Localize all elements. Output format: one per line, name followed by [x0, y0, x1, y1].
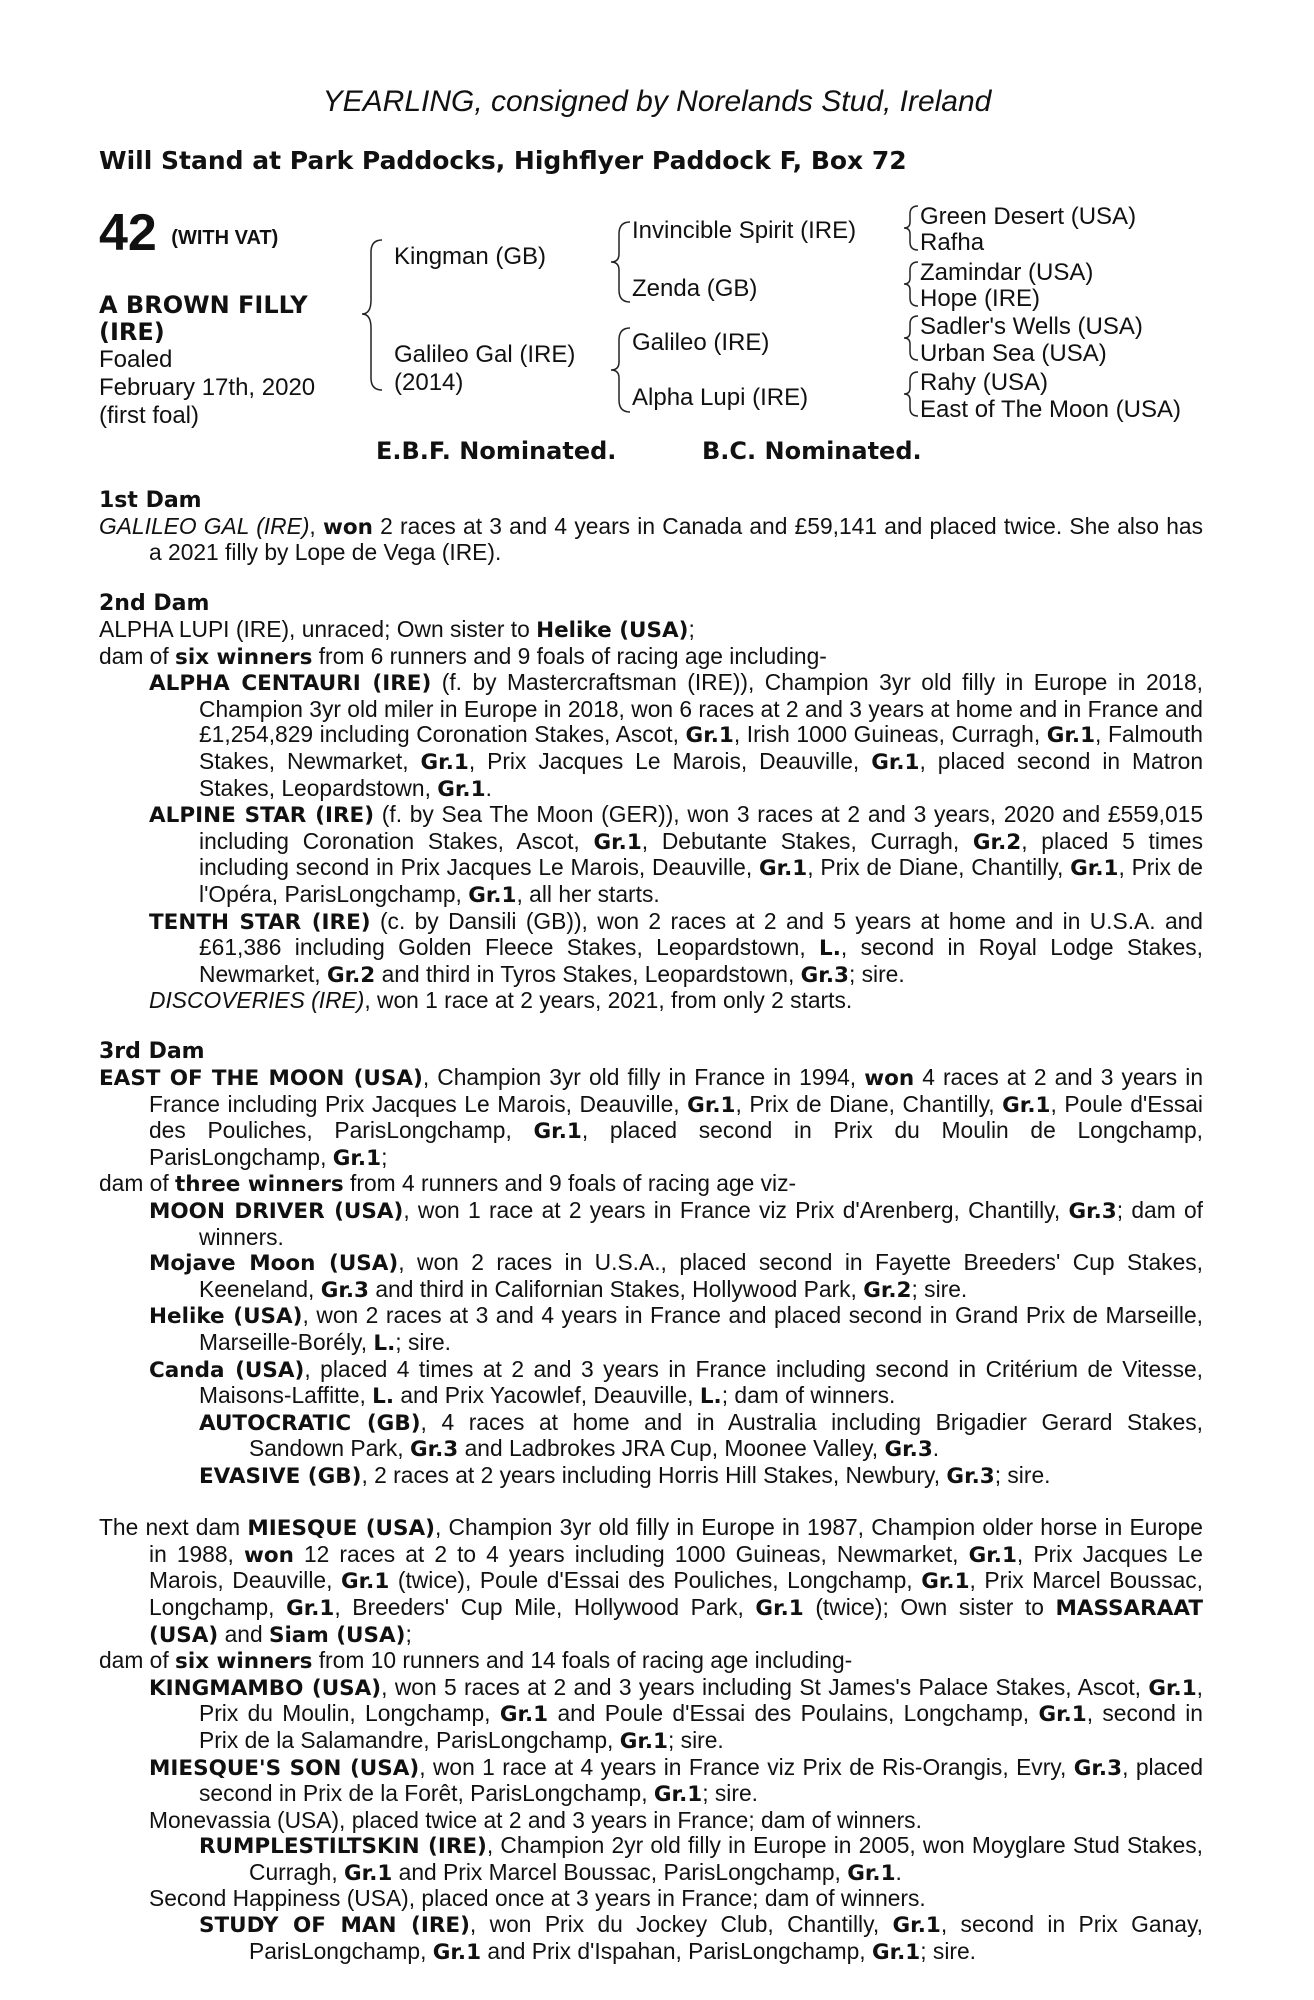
text-run: and Poule d'Essai des Poulains, Longchamp,	[548, 1700, 1039, 1727]
bold-run: Canda (USA)	[149, 1357, 305, 1383]
lot-number: 42	[99, 204, 157, 262]
bold-run: won	[322, 514, 373, 540]
family-entry	[99, 1250, 1203, 1303]
text-run: (f. by Sea The Moon (GER)), won 3 races at 2 and 3 years, 2020 and £559,015 including Coronation Stakes, Ascot,	[199, 801, 1203, 854]
bold-run: Gr.1	[1070, 856, 1119, 882]
pedigree-sire-sire: Invincible Spirit (IRE)	[632, 217, 857, 244]
text-run: , Prix Jacques Le Marois, Deauville,	[149, 1540, 1203, 1594]
text-run: (c. by Dansili (GB)), won 2 races at 2 and 5 years at home and in U.S.A. and £61,386 including Golden Fleece Stakes, Leopardstown,	[199, 907, 1203, 961]
text-run: , Poule d'Essai des Pouliches, ParisLongchamp,	[149, 1090, 1203, 1144]
bold-run: MOON DRIVER (USA)	[149, 1199, 404, 1225]
text-run: , second in Prix Ganay, ParisLongchamp,	[249, 1911, 1203, 1964]
text-run: , 2 races at 2 years including Horris Hill Stakes, Newbury,	[361, 1461, 947, 1488]
text-run: and Ladbrokes JRA Cup, Moonee Valley,	[458, 1435, 885, 1462]
text-run: and Prix d'Ispahan, ParisLongchamp,	[481, 1937, 872, 1964]
text-run: , placed 5 times including second in Prix Jacques Le Marois, Deauville,	[199, 827, 1204, 881]
pedigree-dds: Rahy (USA)	[920, 369, 1049, 396]
bold-run: six winners	[175, 644, 313, 670]
text-run: , Prix de Diane, Chantilly,	[735, 1090, 1003, 1117]
text-run: ;	[381, 1143, 388, 1170]
bc-nomination: B.C. Nominated.	[702, 437, 922, 465]
text-run: , placed second in Matron Stakes, Leopardstown,	[199, 747, 1203, 801]
text-run: , Breeders' Cup Mile, Hollywood Park,	[334, 1593, 756, 1620]
section-heading: 2nd Dam	[99, 591, 210, 617]
pedigree-ssd: Rafha	[920, 229, 985, 256]
text-run: ; sire.	[920, 1937, 976, 1964]
bold-run: Gr.1	[332, 1145, 382, 1171]
pedigree-sss: Green Desert (USA)	[920, 203, 1137, 230]
family-entry	[99, 1912, 1203, 1965]
bold-run: Gr.1	[344, 1860, 393, 1886]
text-run: , placed second in Prix du Moulin de Longchamp, ParisLongchamp,	[149, 1117, 1203, 1170]
foal-note: (first foal)	[99, 402, 200, 429]
bold-run: Helike (USA)	[149, 1304, 303, 1330]
family-notes	[99, 488, 1203, 1965]
bold-run: Gr.1	[892, 1913, 941, 1939]
family-entry	[99, 1833, 1203, 1886]
pedigree-dam-sire: Galileo (IRE)	[632, 329, 770, 356]
text-run: , all her starts.	[516, 880, 660, 907]
text-run: ; dam of winners.	[199, 1197, 1203, 1250]
text-run: .	[485, 774, 492, 801]
text-run: .	[932, 1435, 940, 1462]
text-run: and third in Tyros Stakes, Leopardstown,	[375, 960, 801, 987]
page-title: YEARLING, consigned by Norelands Stud, Ireland	[322, 85, 992, 118]
text-run: 12 races at 2 to 4 years including 1000 Guineas, Newmarket,	[293, 1540, 969, 1567]
bold-run: Gr.1	[968, 1542, 1017, 1568]
bold-run: won	[864, 1066, 915, 1092]
text-run: from 10 runners and 14 foals of racing age including-	[312, 1647, 853, 1674]
family-entry	[99, 1886, 1203, 1912]
family-entry	[99, 1065, 1203, 1171]
pedigree-dam: Galileo Gal (IRE)	[394, 341, 576, 368]
bold-run: Gr.1	[286, 1595, 335, 1621]
text-run: , won 1 race at 2 years in France viz Prix d'Arenberg, Chantilly,	[403, 1197, 1069, 1224]
pedigree-dam-dam: Alpha Lupi (IRE)	[632, 384, 809, 411]
bold-run: Mojave Moon (USA)	[149, 1251, 399, 1277]
bold-run: MASSARAAT (USA)	[149, 1595, 1203, 1648]
family-entry	[99, 988, 1203, 1014]
text-run: and third in Californian Stakes, Hollywood Park,	[369, 1275, 864, 1302]
family-entry	[99, 802, 1203, 908]
text-run: ALPHA LUPI (IRE), unraced; Own sister to	[99, 615, 537, 642]
bold-run: Gr.1	[921, 1569, 970, 1595]
family-entry	[99, 1303, 1203, 1356]
stand-location: Will Stand at Park Paddocks, Highflyer Paddock F, Box 72	[99, 146, 907, 175]
bold-run: won	[243, 1542, 294, 1568]
text-run: , second in Prix de la Salamandre, ParisLongchamp,	[199, 1700, 1203, 1753]
bold-run: EAST OF THE MOON (USA)	[99, 1066, 423, 1092]
pedigree-sire: Kingman (GB)	[394, 243, 547, 270]
text-run: , Prix de Diane, Chantilly,	[807, 854, 1071, 881]
italic-run: GALILEO GAL (IRE)	[99, 512, 310, 539]
section-heading: 3rd Dam	[99, 1039, 205, 1065]
text-run: and	[218, 1620, 269, 1647]
bold-run: Gr.1	[1002, 1092, 1051, 1118]
pedigree-dam-year: (2014)	[394, 369, 464, 396]
family-entry	[99, 1463, 1203, 1490]
bold-run: Gr.1	[340, 1569, 390, 1595]
bold-run: Gr.2	[863, 1277, 912, 1303]
family-entry	[99, 1675, 1203, 1755]
text-run: , Falmouth Stakes, Newmarket,	[199, 721, 1203, 774]
bold-run: Gr.1	[755, 1595, 804, 1621]
text-run: The next dam	[99, 1514, 248, 1541]
section-heading: 1st Dam	[99, 488, 202, 513]
bold-run: Gr.1	[420, 749, 469, 775]
bold-run: Gr.1	[847, 1860, 896, 1886]
text-run: ; dam of winners.	[721, 1382, 896, 1409]
foaled-date: February 17th, 2020	[99, 374, 316, 401]
bold-run: Gr.3	[884, 1437, 933, 1463]
pedigree-sdd: Hope (IRE)	[920, 285, 1041, 312]
bold-run: Gr.1	[533, 1119, 582, 1145]
pedigree-sire-dam: Zenda (GB)	[632, 275, 758, 302]
text-run: , second in Royal Lodge Stakes, Newmarket,	[199, 934, 1203, 987]
text-run: 4 races at 2 and 3 years in France including Prix Jacques Le Marois, Deauville,	[149, 1064, 1204, 1117]
bold-run: L.	[699, 1384, 722, 1410]
bold-run: Gr.3	[409, 1437, 459, 1463]
text-run: from 6 runners and 9 foals of racing age including-	[312, 642, 827, 669]
bold-run: MIESQUE (USA)	[247, 1516, 435, 1542]
text-run: , won 5 races at 2 and 3 years including St James's Palace Stakes, Ascot,	[381, 1673, 1149, 1700]
family-entry	[99, 1648, 1203, 1675]
pedigree-dss: Sadler's Wells (USA)	[920, 313, 1143, 340]
lot-description: A BROWN FILLY (IRE)	[99, 291, 308, 346]
family-entry	[99, 670, 1203, 802]
text-run: , Irish 1000 Guineas, Curragh,	[733, 721, 1047, 748]
text-run: dam of	[99, 1170, 176, 1197]
family-entry	[99, 1357, 1203, 1410]
text-run: , won 2 races at 3 and 4 years in France and placed second in Grand Prix de Marseille, Marseille-Borély,	[199, 1302, 1203, 1355]
foaled-line: Foaled	[99, 346, 173, 373]
text-run: ,	[309, 512, 323, 539]
text-run: (twice); Own sister to	[803, 1593, 1056, 1620]
text-run: , won Prix du Jockey Club, Chantilly,	[469, 1911, 893, 1938]
bold-run: TENTH STAR (IRE)	[149, 909, 371, 935]
text-run: , Debutante Stakes, Curragh,	[641, 827, 973, 854]
bold-run: Gr.1	[871, 1939, 921, 1965]
ebf-nomination: E.B.F. Nominated.	[376, 437, 617, 465]
bold-run: MIESQUE'S SON (USA)	[149, 1755, 420, 1781]
family-entry	[99, 644, 1203, 671]
text-run: , Prix de l'Opéra, ParisLongchamp,	[199, 854, 1203, 907]
text-run: ; sire.	[702, 1780, 758, 1807]
bold-run: Gr.1	[432, 1939, 482, 1965]
text-run: , won 1 race at 4 years in France viz Prix de Ris-Orangis, Evry,	[419, 1753, 1074, 1780]
bold-run: L.	[819, 936, 841, 962]
vat-note: (WITH VAT)	[171, 227, 279, 249]
bold-run: Gr.1	[1038, 1702, 1087, 1728]
text-run: , Prix Marcel Boussac, Longchamp,	[149, 1567, 1203, 1620]
family-entry	[99, 1808, 1203, 1834]
pedigree-sds: Zamindar (USA)	[920, 259, 1094, 286]
bold-run: RUMPLESTILTSKIN (IRE)	[199, 1834, 487, 1860]
bold-run: Gr.3	[1068, 1199, 1117, 1225]
text-run: , Prix Jacques Le Marois, Deauville,	[468, 747, 872, 774]
text-run: and Prix Marcel Boussac, ParisLongchamp,	[392, 1858, 848, 1885]
family-entry	[99, 514, 1203, 566]
text-run: .	[895, 1858, 902, 1885]
text-run: , placed 4 times at 2 and 3 years in France including second in Critérium de Vitesse, Maisons-Laffitte,	[199, 1355, 1203, 1409]
text-run: ; sire.	[668, 1726, 724, 1753]
bold-run: Helike (USA)	[536, 617, 689, 643]
family-entry	[99, 1515, 1203, 1648]
bold-run: Gr.1	[653, 1782, 703, 1808]
bold-run: six winners	[175, 1649, 313, 1675]
family-entry	[99, 1198, 1203, 1250]
bold-run: three winners	[175, 1172, 344, 1198]
text-run: , Prix du Moulin, Longchamp,	[199, 1673, 1203, 1727]
text-run: , Champion 3yr old filly in France in 1994,	[422, 1064, 865, 1091]
section-gap	[99, 1490, 1203, 1516]
section-gap	[99, 566, 1203, 592]
text-run: (twice), Poule d'Essai des Pouliches, Longchamp,	[389, 1567, 922, 1594]
bold-run: Gr.1	[468, 882, 517, 908]
bold-run: Gr.2	[326, 962, 376, 988]
bold-run: Gr.3	[320, 1277, 369, 1303]
text-run: , won 2 races in U.S.A., placed second in Fayette Breeders' Cup Stakes, Keeneland,	[199, 1249, 1203, 1302]
family-entry	[99, 909, 1203, 989]
bold-run: Gr.1	[687, 1092, 736, 1118]
bold-run: EVASIVE (GB)	[199, 1463, 362, 1489]
text-run: dam of	[99, 642, 176, 669]
text-run: ; sire.	[395, 1329, 452, 1355]
bold-run: ALPHA CENTAURI (IRE)	[149, 671, 432, 697]
text-run: (f. by Mastercraftsman (IRE)), Champion 3yr old filly in Europe in 2018, Champion 3yr old miler in Europe in 2018, won 6 races at 2 and 3 years at home and in France and £1,254,829 including Coronation Stakes, Ascot,	[199, 669, 1203, 748]
text-run: 2 races at 3 and 4 years in Canada and £59,141 and placed twice. She also has a 2021 filly by Lope de Vega (IRE).	[149, 512, 1203, 566]
text-run: dam of	[99, 1647, 176, 1674]
bold-run: Gr.1	[871, 749, 920, 775]
section-gap	[99, 1014, 1203, 1040]
bold-run: Siam (USA)	[268, 1622, 406, 1648]
bold-run: KINGMAMBO (USA)	[149, 1675, 382, 1701]
bold-run: Gr.1	[758, 856, 808, 882]
bold-run: Gr.1	[499, 1702, 549, 1728]
text-run: , placed second in Prix de la Forêt, ParisLongchamp,	[199, 1753, 1203, 1807]
bold-run: Gr.1	[593, 829, 642, 855]
text-run: ;	[688, 615, 695, 642]
text-run: ; sire.	[994, 1461, 1051, 1488]
family-entry	[99, 617, 1203, 644]
text-run: ; sire.	[911, 1275, 968, 1302]
bold-run: L.	[373, 1331, 396, 1356]
text-run: , Champion 2yr old filly in Europe in 2005, won Moyglare Stud Stakes, Curragh,	[249, 1832, 1203, 1885]
bold-run: Gr.3	[946, 1463, 995, 1489]
text-run: , 4 races at home and in Australia including Brigadier Gerard Stakes, Sandown Park,	[249, 1408, 1203, 1462]
bold-run: Gr.1	[437, 776, 486, 802]
bold-run: Gr.1	[619, 1728, 669, 1754]
bold-run: Gr.2	[972, 829, 1022, 855]
bold-run: L.	[372, 1384, 395, 1410]
text-run: Second Happiness (USA), placed once at 3 years in France; dam of winners.	[149, 1885, 926, 1912]
bold-run: ALPINE STAR (IRE)	[149, 803, 375, 829]
bold-run: STUDY OF MAN (IRE)	[199, 1913, 470, 1939]
italic-run: DISCOVERIES (IRE)	[149, 987, 365, 1014]
bold-run: Gr.1	[1148, 1675, 1197, 1701]
text-run: ; sire.	[848, 960, 905, 987]
text-run: and Prix Yacowlef, Deauville,	[394, 1382, 700, 1409]
bold-run: Gr.3	[1073, 1755, 1123, 1781]
bold-run: Gr.1	[1046, 723, 1096, 749]
pedigree-dsd: Urban Sea (USA)	[920, 340, 1107, 367]
text-run: , won 1 race at 2 years, 2021, from only 2 starts.	[364, 987, 853, 1014]
family-entry	[99, 1171, 1203, 1198]
bold-run: Gr.3	[800, 962, 849, 988]
family-entry	[99, 1755, 1203, 1808]
bold-run: Gr.1	[685, 723, 734, 749]
text-run: from 4 runners and 9 foals of racing age viz-	[343, 1170, 797, 1197]
pedigree-ddd: East of The Moon (USA)	[920, 396, 1181, 423]
family-entry	[99, 1410, 1203, 1463]
bold-run: AUTOCRATIC (GB)	[199, 1410, 421, 1436]
text-run: , Champion 3yr old filly in Europe in 1987, Champion older horse in Europe in 1988,	[149, 1514, 1203, 1567]
text-run: Monevassia (USA), placed twice at 2 and 3 years in France; dam of winners.	[149, 1806, 922, 1833]
text-run: ;	[405, 1620, 412, 1647]
